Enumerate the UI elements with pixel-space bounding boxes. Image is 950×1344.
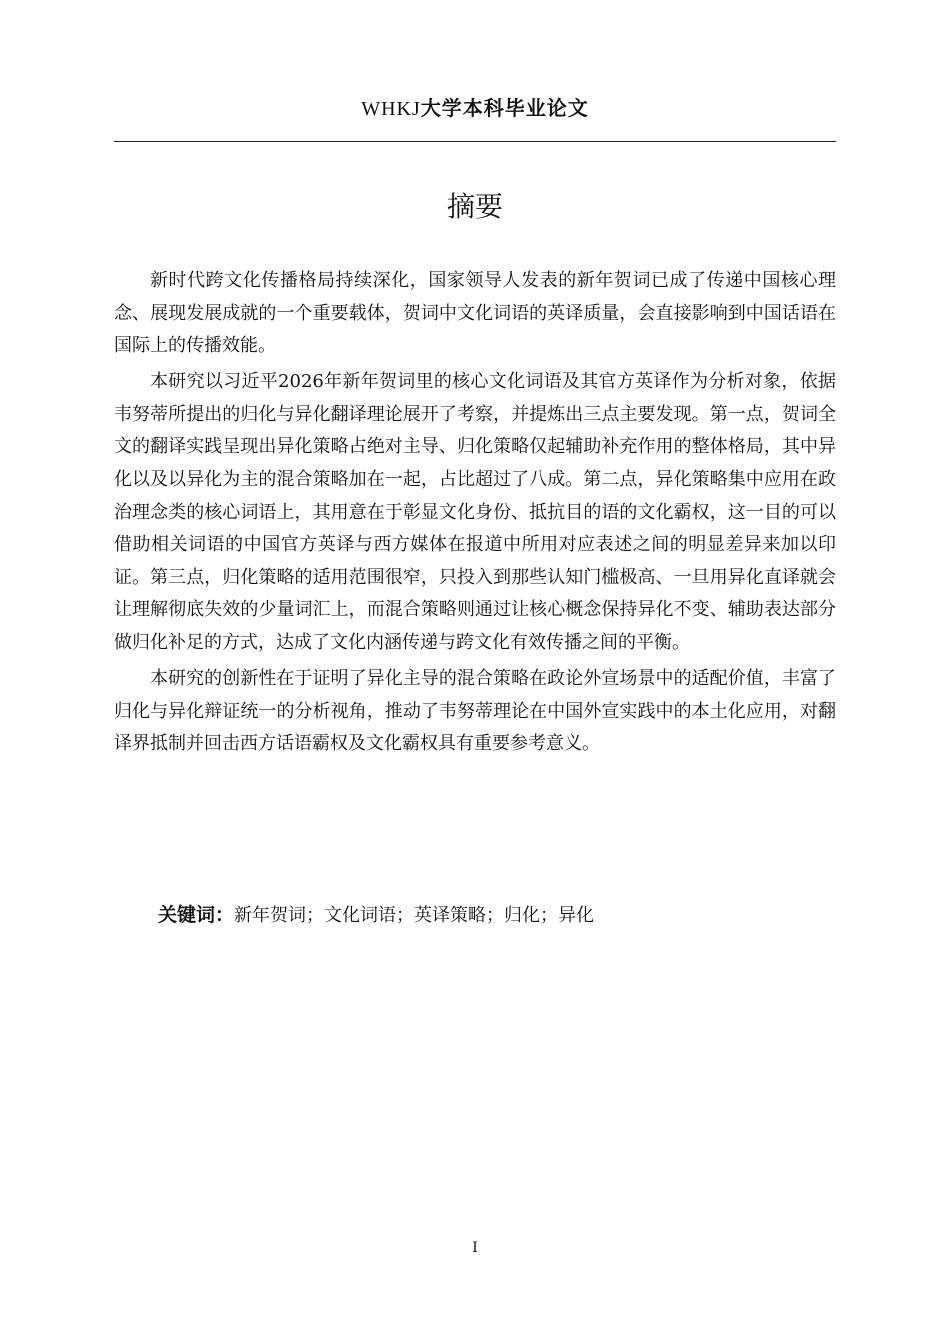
abstract-body [114,265,836,764]
abstract-paragraph-2: 本研究以习近平2026年新年贺词里的核心文化词语及其官方英译作为分析对象，依据韦努蒂所提出的归化与异化翻译理论展开了考察，并提炼出三点主要发现。第一点，贺词全文的翻译实践呈现出异化策略占绝对主导、归化策略仅起辅助补充作用的整体格局，其中异化以及以异化为主的混合策略加在一起，占比超过了八成。第二点，异化策略集中应用在政治理念类的核心词语上，其用意在于彰显文化身份、抵抗目的语的文化霸权，这一目的可以借助相关词语的中国官方英译与西方媒体在报道中所用对应表述之间的明显差异来加以印证。第三点，归化策略的适用范围很窄，只投入到那些认知门槛极高、一旦用异化直译就会让理解彻底失效的少量词汇上，而混合策略则通过让核心概念保持异化不变、辅助表达部分做归化补足的方式，达成了文化内涵传递与跨文化有效传播之间的平衡。 [114,371,836,653]
abstract-paragraph-3: 本研究的创新性在于证明了异化主导的混合策略在政论外宣场景中的适配价值，丰富了归化与异化辩证统一的分析视角，推动了韦努蒂理论在中国外宣实践中的本土化应用，对翻译界抵制并回击西方话语霸权及文化霸权具有重要参考意义。 [114,667,836,755]
header-thesis-title: 大学本科毕业论文 [420,96,589,120]
header-divider [114,141,836,142]
header-school-name: WHKJ [361,98,421,120]
keywords-value: 新年贺词；文化词语；英译策略；归化；异化 [234,905,595,926]
page-header [0,92,950,121]
keywords-label: 关键词： [158,904,235,926]
page-number: I [472,1240,478,1256]
keywords-line [158,900,594,927]
abstract-title: 摘要 [446,190,503,223]
abstract-paragraph-1: 新时代跨文化传播格局持续深化，国家领导人发表的新年贺词已成了传递中国核心理念、展现发展成就的一个重要载体，贺词中文化词语的英译质量，会直接影响到中国话语在国际上的传播效能。 [114,270,836,357]
